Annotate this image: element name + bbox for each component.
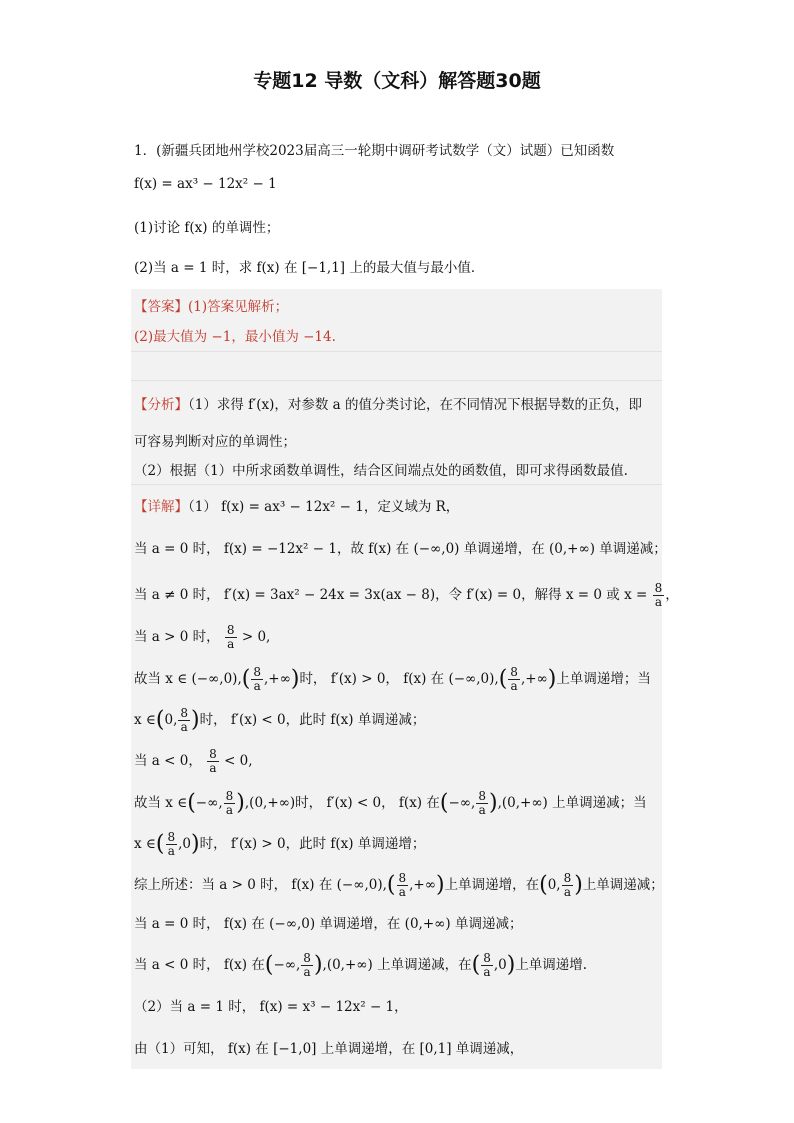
fraction: $\frac{8}{a}$ (209, 747, 217, 775)
detail-line3: 当 a ≠ 0 时， f′(x) = 3ax² − 24x = 3x(ax − 8)，令 f′(x) = 0，解得 x = 0 或 x = $\frac{8}{a}$ ， (134, 581, 679, 609)
question-function: f(x) = ax³ − 12x² − 1 (134, 176, 277, 192)
detail-line14: 由（1）可知， f(x) 在 [−1,0] 上单调递增，在 [0,1] 单调递减， (134, 1041, 524, 1057)
fraction: $\frac{8}{a}$ (483, 951, 491, 979)
page-title: 专题12 导数（文科）解答题30题 (253, 70, 541, 92)
analysis-label: 【分析】 (134, 397, 188, 413)
detail-line8: 故当 x ∈(−∞, $\frac{8}{a}$ ),(0,+∞)时， f′(x) < 0， f(x) 在(−∞, $\frac{8}{a}$ ),(0,+∞) 上单调递减；当 (134, 789, 647, 817)
analysis-line3: （2）根据（1）中所求函数单调性，结合区间端点处的函数值，即可求得函数最值. (134, 463, 628, 479)
fraction: $\frac{8}{a}$ (654, 581, 663, 609)
question-intro: 1．(新疆兵团地州学校2023届高三一轮期中调研考试数学（文）试题）已知函数 (134, 143, 615, 159)
fraction: $\frac{8}{a}$ (253, 665, 261, 693)
detail-line5: 故当 x ∈ (−∞,0),( $\frac{8}{a}$ ,+∞)时， f′(x) > 0， f(x) 在 (−∞,0),( $\frac{8}{a}$ ,+∞)上单调递增；当 (134, 665, 651, 693)
answer-label: 【答案】 (134, 299, 188, 315)
analysis-line2: 可容易判断对应的单调性； (134, 434, 296, 450)
separator (131, 351, 662, 352)
fraction: $\frac{8}{a}$ (398, 871, 407, 899)
fraction: $\frac{8}{a}$ (303, 951, 311, 979)
fraction: $\frac{8}{a}$ (563, 871, 572, 899)
answer-line1: 【答案】(1)答案见解析； (134, 299, 289, 315)
question-part2: (2)当 a = 1 时，求 f(x) 在 [−1,1] 上的最大值与最小值． (134, 260, 485, 276)
separator (131, 484, 662, 485)
question-part1: (1)讨论 f(x) 的单调性； (134, 220, 280, 236)
detail-line6: x ∈(0, $\frac{8}{a}$ )时， f′(x) < 0，此时 f(x) 单调递减； (134, 706, 426, 734)
fraction: $\frac{8}{a}$ (510, 665, 518, 693)
detail-line12: 当 a < 0 时， f(x) 在(−∞, $\frac{8}{a}$ ),(0,+∞) 上单调递减，在( $\frac{8}{a}$ ,0)上单调递增. (134, 951, 588, 979)
separator (131, 380, 662, 381)
detail-line9: x ∈( $\frac{8}{a}$ ,0)时， f′(x) > 0，此时 f(x) 单调递增； (134, 830, 426, 858)
fraction: $\frac{8}{a}$ (225, 789, 234, 817)
detail-label: 【详解】 (134, 499, 188, 515)
detail-line10: 综上所述：当 a > 0 时， f(x) 在 (−∞,0),( $\frac{8}{a}$ ,+∞)上单调递增，在(0, $\frac{8}{a}$ )上单调递减； (134, 871, 664, 899)
detail-line4: 当 a > 0 时， $\frac{8}{a}$ > 0, (134, 623, 271, 651)
fraction: $\frac{8}{a}$ (478, 789, 486, 817)
answer-line2: (2)最大值为 −1，最小值为 −14. (134, 329, 336, 345)
detail-line1: 【详解】（1） f(x) = ax³ − 12x² − 1，定义域为 R， (134, 499, 460, 515)
detail-line2: 当 a = 0 时， f(x) = −12x² − 1，故 f(x) 在 (−∞,0) 单调递增，在 (0,+∞) 单调递减； (134, 541, 667, 557)
detail-line13: （2）当 a = 1 时， f(x) = x³ − 12x² − 1， (134, 999, 408, 1015)
analysis-line1: 【分析】（1）求得 f′(x)，对参数 a 的值分类讨论，在不同情况下根据导数的正负，即 (134, 397, 642, 413)
detail-line11: 当 a = 0 时， f(x) 在 (−∞,0) 单调递增，在 (0,+∞) 单调递减； (134, 916, 523, 932)
detail-line7: 当 a < 0， $\frac{8}{a}$ < 0, (134, 747, 253, 775)
fraction: $\frac{8}{a}$ (167, 830, 176, 858)
fraction: $\frac{8}{a}$ (180, 706, 189, 734)
fraction: $\frac{8}{a}$ (226, 623, 235, 651)
